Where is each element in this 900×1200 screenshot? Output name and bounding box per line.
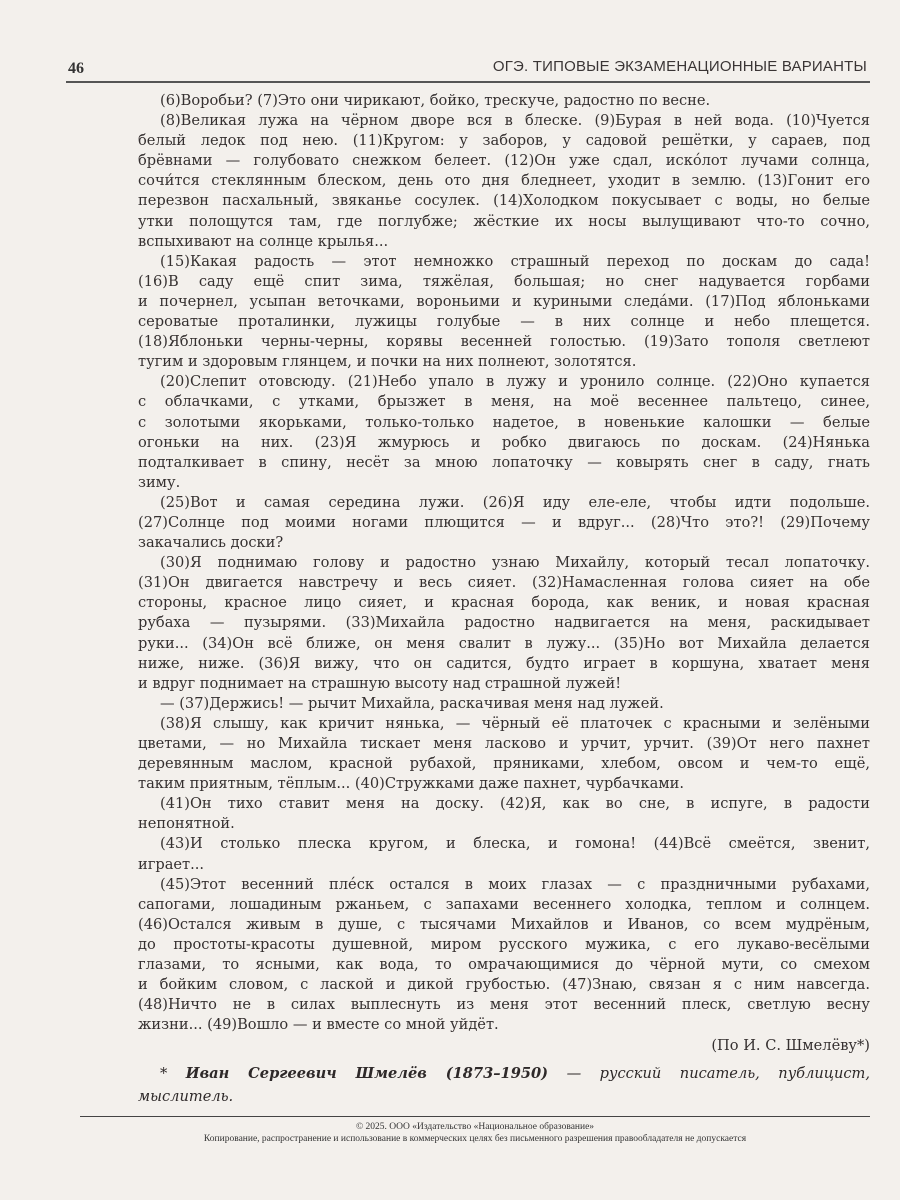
text-line: руки... (34)Он всё ближе, он меня свалит в лужу... (35)Но вот Михайла делается bbox=[138, 634, 870, 652]
text-line: сероватые проталинки, лужицы голубые — в них солнце и небо плещется. bbox=[138, 313, 870, 331]
text-line: ниже, ниже. (36)Я вижу, что он садится, будто играет в коршуна, хватает меня bbox=[138, 654, 870, 672]
text-line: закачались доски? bbox=[138, 534, 284, 552]
text-line: вспыхивают на солнце крылья... bbox=[138, 232, 389, 250]
text-line: (25)Вот и самая середина лужи. (26)Я иду еле-еле, чтобы идти подольше. bbox=[160, 493, 870, 511]
text-line: таким приятным, тёплым... (40)Стружками даже пахнет, чурбачками. bbox=[138, 775, 684, 793]
text-line: (43)И столько плеска кругом, и блеска, и гомона! (44)Всё смеётся, звенит, bbox=[160, 835, 870, 853]
text-line: (20)Слепит отовсюду. (21)Небо упало в лужу и уронило солнце. (22)Оно купается bbox=[160, 373, 870, 391]
text-line: непонятной. bbox=[138, 815, 235, 833]
copyright-block bbox=[80, 1121, 870, 1145]
text-line: тугим и здоровым глянцем, и почки на них полнеют, золотятся. bbox=[138, 353, 637, 371]
text-line: (30)Я поднимаю голову и радостно узнаю Михайлу, который тесал лопаточку. bbox=[160, 554, 870, 572]
text-line: сапогами, лошадиным ржаньем, с запахами весеннего холодка, теплом и солнцем. bbox=[138, 895, 870, 913]
paragraph bbox=[138, 91, 870, 111]
text-line: и бойким словом, с лаской и дикой грубостью. (47)Знаю, связан я с ним навсегда. bbox=[138, 976, 870, 994]
text-line: сочи́тся стеклянным блеском, день ото дня бледнеет, уходит в землю. (13)Гонит его bbox=[138, 172, 870, 190]
text-line: (15)Какая радость — этот немножко страшный переход по доскам до сада! bbox=[160, 252, 870, 270]
footnote-line-1 bbox=[138, 1062, 870, 1085]
text-line: перезвон пасхальный, звяканье сосулек. (14)Холодком покусывает с воды, но белые bbox=[138, 192, 870, 210]
text-line: (18)Яблоньки черны-черны, корявы весенней голостью. (19)Зато тополя светлеют bbox=[138, 333, 870, 351]
header-rule bbox=[66, 81, 870, 83]
text-line: до простоты-красоты душевной, миром русского мужика, с его лукаво-весёлыми bbox=[138, 935, 870, 953]
footnote-line-2: мыслитель. bbox=[138, 1088, 234, 1105]
paragraph bbox=[138, 714, 870, 794]
paragraph bbox=[138, 252, 870, 373]
paragraph bbox=[138, 553, 870, 694]
text-line: (6)Воробьи? (7)Это они чирикают, бойко, трескуче, радостно по весне. bbox=[160, 92, 711, 109]
text-line: и вдруг поднимает на страшную высоту над страшной лужей! bbox=[138, 674, 622, 692]
attribution: (По И. С. Шмелёву*) bbox=[711, 1037, 870, 1054]
running-title: ОГЭ. ТИПОВЫЕ ЭКЗАМЕНАЦИОННЫЕ ВАРИАНТЫ bbox=[492, 58, 867, 75]
text-line: с облачками, с утками, брызжет в меня, на моё весеннее пальтецо, синее, bbox=[138, 393, 870, 411]
text-line: и почернел, усыпан веточками, вороньими и куриными следáми. (17)Под яблоньками bbox=[138, 292, 870, 310]
text-line: с золотыми якорьками, только-только надетое, в новенькие калошки — белые bbox=[138, 413, 870, 431]
text-line: белый ледок под нею. (11)Кругом: у заборов, у садовой решётки, у сараев, под bbox=[138, 132, 870, 150]
text-line: (41)Он тихо ставит меня на доску. (42)Я, как во сне, в испуге, в радости bbox=[160, 795, 870, 813]
footnote bbox=[138, 1062, 870, 1108]
text-line: огоньки на них. (23)Я жмурюсь и робко двигаюсь по доскам. (24)Нянька bbox=[138, 433, 870, 451]
paragraph bbox=[138, 493, 870, 553]
paragraph bbox=[138, 694, 870, 714]
text-line: (16)В саду ещё спит зима, тяжёлая, большая; но снег надувается горбами bbox=[138, 272, 870, 290]
text-line: брёвнами — голубовато снежком белеет. (12)Он уже сдал, искóлот лучами солнца, bbox=[138, 152, 870, 170]
text-line: (48)Ничто не в силах выплеснуть из меня этот весенний плеск, светлую весну bbox=[138, 996, 870, 1014]
text-line: глазами, то ясными, как вода, то омрачающимися до чёрной мути, со смехом bbox=[138, 956, 870, 974]
copyright-notice: Копирование, распространение и использование в коммерческих целях без письменного разрешения правообладателя не допускается bbox=[203, 1134, 747, 1144]
footer-rule bbox=[80, 1116, 870, 1117]
paragraph bbox=[138, 834, 870, 874]
footnote-author-name: Иван Сергеевич Шмелёв (1873–1950) bbox=[185, 1065, 549, 1082]
text-line: рубаха — пузырями. (33)Михайла радостно надвигается на меня, раскидывает bbox=[138, 614, 870, 632]
text-line: зиму. bbox=[138, 473, 181, 491]
text-line: (8)Великая лужа на чёрном дворе вся в блеске. (9)Бурая в ней вода. (10)Чуется bbox=[160, 112, 870, 130]
text-line: (46)Остался живым в душе, с тысячами Михайлов и Иванов, со всем мудрёным, bbox=[138, 915, 870, 933]
paragraph bbox=[138, 794, 870, 834]
text-line: (38)Я слышу, как кричит нянька, — чёрный её платочек с красными и зелёными bbox=[160, 714, 870, 732]
paragraph bbox=[138, 372, 870, 493]
footnote-description: — русский писатель, публицист, bbox=[548, 1065, 870, 1082]
text-line: деревянным маслом, красной рубахой, пряниками, хлебом, овсом и чем-то ещё, bbox=[138, 755, 870, 773]
paragraph bbox=[138, 875, 870, 1036]
text-line: (27)Солнце под моими ногами плющится — и вдруг... (28)Что это?! (29)Почему bbox=[138, 513, 870, 531]
text-line: (45)Этот весенний плéск остался в моих глазах — с праздничными рубахами, bbox=[160, 875, 870, 893]
text-line: утки полощутся там, где поглубже; жёсткие их носы вылущивают что-то сочно, bbox=[138, 212, 870, 230]
footnote-marker: * bbox=[160, 1065, 186, 1082]
copyright-line: © 2025. ООО «Издательство «Национальное образование» bbox=[355, 1122, 595, 1132]
text-line: стороны, красное лицо сияет, и красная борода, как веник, и новая красная bbox=[138, 594, 870, 612]
text-line: (31)Он двигается навстречу и весь сияет. (32)Намасленная голова сияет на обе bbox=[138, 574, 870, 592]
page-number: 46 bbox=[68, 60, 84, 77]
text-line: — (37)Держись! — рычит Михайла, раскачивая меня над лужей. bbox=[160, 694, 664, 712]
text-line: цветами, — но Михайла тискает меня ласково и урчит, урчит. (39)От него пахнет bbox=[138, 735, 870, 752]
text-body bbox=[138, 91, 870, 1035]
text-line: подталкивает в спину, несёт за мною лопаточку — ковырять снег в саду, гнать bbox=[138, 453, 870, 471]
text-line: играет... bbox=[138, 855, 205, 873]
paragraph bbox=[138, 111, 870, 252]
text-line: жизни... (49)Вошло — и вместе со мной уйдёт. bbox=[138, 1016, 499, 1034]
